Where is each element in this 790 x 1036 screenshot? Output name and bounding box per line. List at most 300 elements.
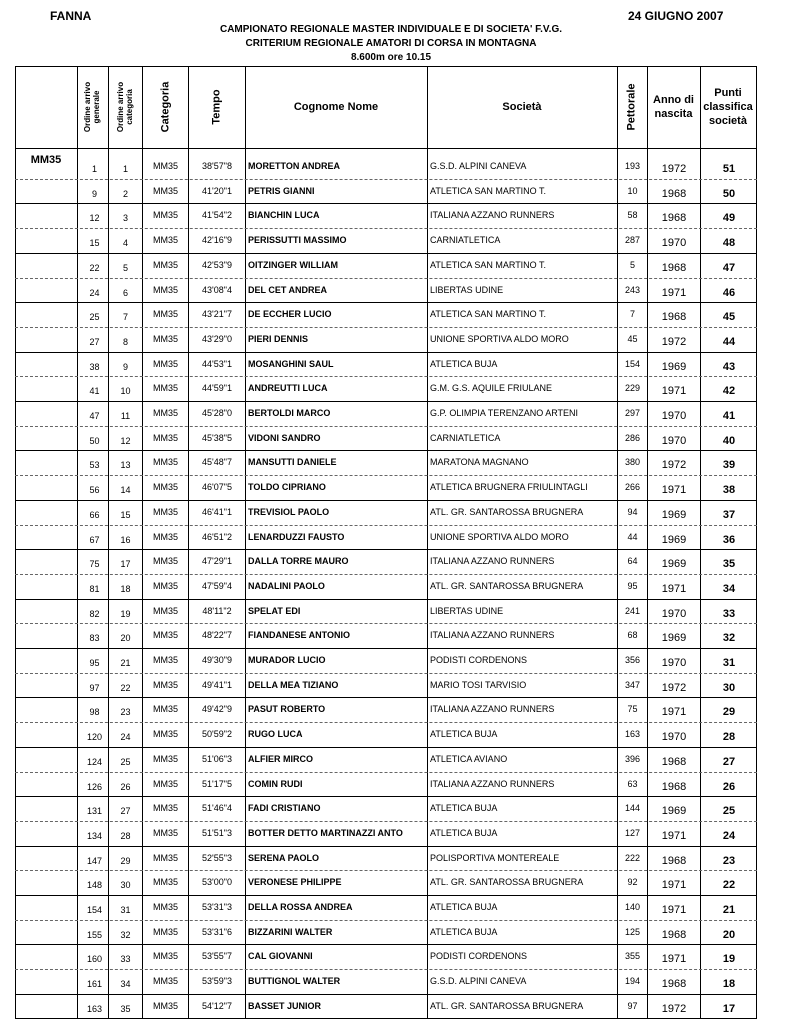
cell-ordine-categoria: 23 [120,707,131,718]
cell-anno: 1969 [661,508,687,521]
cell-anno: 1970 [661,410,687,422]
cell-societa: LIBERTAS UDINE [430,605,504,616]
cell-punti: 49 [722,212,736,225]
table-row [15,574,757,599]
table-row [15,821,757,846]
cell-ordine-generale: 120 [86,732,103,743]
table-row [15,549,757,574]
cell-pettorale: 297 [624,408,641,418]
cell-tempo: 42'53"9 [202,259,232,270]
cell-ordine-generale: 22 [89,262,100,273]
cell-nome: BIZZARINI WALTER [248,926,333,937]
cell-categoria: MM35 [152,210,178,221]
title-line-2: CRITERIUM REGIONALE AMATORI DI CORSA IN MONTAGNA [245,38,537,49]
cell-nome: VERONESE PHILIPPE [248,877,342,888]
cell-categoria: MM35 [152,1000,178,1011]
cell-pettorale: 154 [624,358,641,369]
cell-tempo: 45'38"5 [202,432,232,443]
table-row [15,747,757,772]
table-row [15,772,757,797]
cell-anno: 1971 [661,879,687,892]
cell-pettorale: 144 [624,803,641,814]
cell-tempo: 49'42"9 [202,704,232,715]
cell-categoria: MM35 [152,284,178,295]
cell-ordine-categoria: 14 [120,485,131,496]
cell-punti: 47 [722,261,736,274]
cell-nome: RUGO LUCA [248,729,303,740]
cell-ordine-generale: 124 [86,756,103,767]
cell-societa: MARATONA MAGNANO [430,457,529,468]
cell-ordine-generale: 50 [89,435,100,446]
cell-categoria: MM35 [152,457,178,468]
cell-anno: 1970 [661,237,687,250]
header-societa: Società [502,101,542,113]
cell-categoria: MM35 [152,926,178,937]
cell-ordine-categoria: 21 [120,658,131,668]
cell-societa: G.M. G.S. AQUILE FRIULANE [430,383,553,394]
cell-ordine-categoria: 27 [120,806,131,817]
cell-nome: DELLA MEA TIZIANO [248,679,339,690]
cell-ordine-categoria: 2 [122,188,128,199]
cell-tempo: 51'46"4 [202,803,232,814]
table-row [15,673,757,698]
cell-anno: 1968 [661,978,687,991]
cell-ordine-generale: 131 [86,806,103,817]
cell-nome: TREVISIOL PAOLO [248,506,330,517]
cell-pettorale: 95 [627,580,638,591]
header-ordine-generale: Ordine arrivo generale [83,81,102,133]
cell-punti: 30 [722,681,736,694]
results-table [15,66,757,1019]
cell-societa: ATLETICA SAN MARTINO T. [430,185,547,196]
table-row [15,500,757,525]
cell-ordine-generale: 154 [86,905,103,915]
cell-categoria: MM35 [152,506,178,517]
table-row [15,450,757,475]
cell-tempo: 45'28"0 [202,408,232,418]
cell-ordine-categoria: 7 [122,312,128,323]
cell-punti: 45 [722,311,736,324]
table-row [15,870,757,895]
cell-ordine-generale: 126 [86,781,103,792]
cell-anno: 1969 [661,533,687,546]
cell-pettorale: 355 [624,951,641,962]
cell-ordine-categoria: 16 [120,534,131,545]
cell-anno: 1971 [661,953,687,966]
cell-categoria: MM35 [152,852,178,863]
cell-pettorale: 163 [624,729,641,740]
table-row [15,994,757,1019]
cell-punti: 44 [722,335,736,348]
cell-nome: SERENA PAOLO [248,852,320,863]
cell-tempo: 44'53"1 [202,358,232,369]
cell-anno: 1970 [661,731,687,744]
cell-punti: 40 [722,434,736,447]
table-row [15,154,757,179]
cell-ordine-categoria: 33 [120,954,131,965]
cell-societa: ATLETICA BUJA [430,902,498,912]
cell-societa: G.P. OLIMPIA TERENZANO ARTENI [430,408,579,418]
cell-tempo: 50'59"2 [202,729,232,740]
cell-anno: 1969 [661,360,687,373]
title-line-3: 8.600m ore 10.15 [350,52,432,63]
cell-ordine-categoria: 17 [120,559,131,570]
cell-tempo: 48'11"2 [202,605,232,616]
cell-pettorale: 10 [627,185,638,196]
cell-tempo: 52'55"3 [202,852,232,863]
cell-categoria: MM35 [152,309,178,320]
cell-pettorale: 63 [627,778,638,789]
cell-categoria: MM35 [152,408,178,418]
cell-ordine-categoria: 28 [120,830,131,841]
cell-categoria: MM35 [152,827,178,838]
cell-societa: ATLETICA BUJA [430,729,498,740]
cell-tempo: 49'41"1 [202,679,232,690]
cell-punti: 18 [722,978,736,991]
cell-pettorale: 64 [627,556,638,567]
cell-ordine-categoria: 4 [122,238,128,249]
cell-pettorale: 380 [624,457,641,468]
cell-categoria: MM35 [152,679,178,690]
cell-pettorale: 68 [627,630,638,641]
cell-tempo: 38'57"8 [202,161,232,171]
table-row [15,426,757,451]
cell-anno: 1972 [661,335,687,348]
cell-nome: BIANCHIN LUCA [248,210,320,221]
cell-tempo: 45'48"7 [202,457,232,468]
cell-anno: 1968 [661,212,687,225]
cell-ordine-categoria: 26 [120,781,131,792]
header-bottom-border [15,148,757,149]
table-row [15,179,757,204]
cell-societa: ATLETICA AVIANO [430,753,508,764]
cell-anno: 1969 [661,632,687,645]
table-row [15,475,757,500]
table-row [15,228,757,253]
cell-nome: COMIN RUDI [248,778,303,789]
cell-pettorale: 286 [624,432,641,443]
cell-societa: ATL. GR. SANTAROSSA BRUGNERA [430,877,584,888]
cell-categoria: MM35 [152,235,178,246]
cell-punti: 32 [722,632,736,645]
table-row [15,722,757,747]
cell-ordine-categoria: 30 [120,880,131,891]
table-row [15,944,757,969]
cell-tempo: 43'08"4 [202,284,232,295]
cell-categoria: MM35 [152,161,178,171]
cell-anno: 1970 [661,607,687,620]
cell-tempo: 44'59"1 [202,383,232,394]
cell-anno: 1971 [661,706,687,719]
cell-categoria: MM35 [152,333,178,344]
cell-ordine-categoria: 20 [120,633,131,644]
cell-ordine-generale: 41 [89,386,100,397]
cell-punti: 21 [722,904,736,916]
cell-pettorale: 92 [627,877,638,888]
cell-pettorale: 127 [624,827,641,838]
cell-societa: MARIO TOSI TARVISIO [430,679,527,690]
cell-pettorale: 45 [627,333,638,344]
cell-anno: 1968 [661,928,687,941]
cell-tempo: 53'31"3 [202,902,232,912]
cell-anno: 1969 [661,805,687,818]
cell-punti: 23 [722,854,736,867]
cell-societa: G.S.D. ALPINI CANEVA [430,976,527,987]
cell-punti: 46 [722,286,736,299]
header-categoria: Categoria [159,81,171,133]
cell-societa: LIBERTAS UDINE [430,284,504,295]
table-row [15,525,757,550]
cell-nome: PERISSUTTI MASSIMO [248,235,347,246]
cell-punti: 31 [722,657,736,669]
cell-nome: ALFIER MIRCO [248,753,313,764]
cell-ordine-categoria: 24 [120,732,131,743]
cell-nome: MORETTON ANDREA [248,161,340,171]
cell-categoria: MM35 [152,580,178,591]
cell-anno: 1968 [661,261,687,274]
cell-ordine-generale: 163 [86,1003,103,1014]
cell-ordine-generale: 155 [86,929,103,940]
cell-nome: VIDONI SANDRO [248,432,321,443]
cell-societa: ATLETICA BRUGNERA FRIULINTAGLI [430,482,588,493]
cell-ordine-generale: 95 [89,658,100,668]
table-row [15,846,757,871]
cell-punti: 22 [722,879,736,892]
location-label: FANNA [50,9,92,23]
cell-categoria: MM35 [152,655,178,665]
cell-punti: 51 [722,163,736,175]
cell-categoria: MM35 [152,803,178,814]
cell-ordine-generale: 148 [86,880,103,891]
cell-categoria: MM35 [152,605,178,616]
cell-pettorale: 125 [624,926,641,937]
cell-ordine-generale: 67 [89,534,100,545]
cell-nome: DE ECCHER LUCIO [248,309,332,320]
cell-pettorale: 396 [624,753,641,764]
cell-tempo: 53'00"0 [202,877,232,888]
cell-ordine-generale: 81 [89,583,100,594]
cell-ordine-generale: 82 [89,608,100,619]
cell-pettorale: 140 [624,902,641,912]
cell-ordine-categoria: 8 [122,336,128,347]
cell-nome: BUTTIGNOL WALTER [248,976,341,987]
cell-nome: DEL CET ANDREA [248,284,328,295]
cell-punti: 33 [722,607,736,620]
cell-nome: MOSANGHINI SAUL [248,358,334,369]
cell-anno: 1969 [661,558,687,571]
table-row [15,302,757,327]
cell-ordine-generale: 1 [91,164,97,174]
cell-societa: ATLETICA BUJA [430,926,498,937]
cell-nome: CAL GIOVANNI [248,951,313,962]
cell-societa: CARNIATLETICA [430,235,501,246]
cell-punti: 41 [722,410,736,422]
cell-categoria: MM35 [152,432,178,443]
cell-nome: PASUT ROBERTO [248,704,326,715]
cell-pettorale: 194 [624,976,641,987]
cell-nome: BERTOLDI MARCO [248,408,331,418]
cell-societa: ITALIANA AZZANO RUNNERS [430,630,555,641]
table-row [15,599,757,624]
cell-punti: 43 [722,360,736,373]
cell-ordine-generale: 15 [89,238,100,249]
cell-ordine-generale: 53 [89,460,100,471]
cell-tempo: 51'51"3 [202,827,232,838]
cell-ordine-generale: 75 [89,559,100,570]
cell-ordine-categoria: 34 [120,979,131,990]
cell-nome: PETRIS GIANNI [248,185,315,196]
cell-anno: 1968 [661,780,687,793]
cell-tempo: 46'07"5 [202,482,232,493]
cell-tempo: 47'29"1 [202,556,232,567]
cell-punti: 27 [722,755,736,768]
cell-ordine-generale: 161 [86,979,103,990]
cell-categoria: MM35 [152,185,178,196]
cell-ordine-generale: 56 [89,485,100,496]
table-row [15,401,757,426]
cell-ordine-generale: 12 [89,213,100,224]
cell-categoria: MM35 [152,902,178,912]
cell-nome: LENARDUZZI FAUSTO [248,531,345,542]
cell-categoria: MM35 [152,951,178,962]
cell-tempo: 46'51"2 [202,531,232,542]
cell-ordine-categoria: 31 [120,905,131,915]
cell-ordine-generale: 147 [86,855,103,866]
cell-anno: 1971 [661,582,687,595]
cell-categoria: MM35 [152,729,178,740]
cell-punti: 28 [722,731,736,744]
cell-ordine-categoria: 25 [120,756,131,767]
cell-ordine-categoria: 5 [122,262,128,273]
cell-pettorale: 241 [624,605,641,616]
cell-punti: 19 [722,953,736,966]
cell-ordine-generale: 66 [89,509,100,520]
cell-pettorale: 5 [629,259,635,270]
cell-nome: MANSUTTI DANIELE [248,457,337,468]
cell-nome: OITZINGER WILLIAM [248,259,338,270]
header-pettorale: Pettorale [626,83,639,131]
cell-nome: BOTTER DETTO MARTINAZZI ANTO [248,827,403,838]
cell-ordine-generale: 98 [89,707,100,718]
cell-societa: UNIONE SPORTIVA ALDO MORO [430,333,569,344]
cell-tempo: 41'54"2 [202,210,232,221]
cell-punti: 42 [722,385,736,398]
cell-societa: ATLETICA SAN MARTINO T. [430,259,547,270]
cell-nome: FADI CRISTIANO [248,803,321,814]
cell-punti: 50 [722,187,736,200]
cell-tempo: 43'29"0 [202,333,232,344]
cell-ordine-categoria: 29 [120,855,131,866]
cell-societa: ATL. GR. SANTAROSSA BRUGNERA [430,506,584,517]
cell-nome: ANDREUTTI LUCA [248,383,328,394]
cell-pettorale: 58 [627,210,638,221]
cell-ordine-categoria: 9 [122,361,128,372]
cell-ordine-categoria: 15 [120,509,131,520]
cell-anno: 1972 [661,681,687,694]
cell-tempo: 41'20"1 [202,185,232,196]
cell-punti: 26 [722,780,736,793]
cell-pettorale: 97 [627,1000,638,1011]
cell-ordine-generale: 47 [89,411,100,421]
cell-pettorale: 347 [624,679,641,690]
cell-anno: 1970 [661,434,687,447]
cell-societa: ATLETICA BUJA [430,358,498,369]
cell-pettorale: 7 [629,309,635,320]
cell-punti: 35 [722,558,736,571]
cell-anno: 1972 [661,1002,687,1015]
cell-categoria: MM35 [152,704,178,715]
cell-tempo: 43'21"7 [202,309,232,320]
cell-societa: ATLETICA BUJA [430,803,498,814]
cell-pettorale: 356 [624,655,641,665]
cell-categoria: MM35 [152,358,178,369]
cell-ordine-categoria: 22 [120,682,131,693]
header-anno: Anno di nascita [653,94,694,120]
table-row [15,352,757,377]
cell-societa: PODISTI CORDENONS [430,951,528,962]
cell-ordine-categoria: 12 [120,435,131,446]
cell-societa: ITALIANA AZZANO RUNNERS [430,556,555,567]
cell-nome: TOLDO CIPRIANO [248,482,326,493]
cell-ordine-generale: 134 [86,830,103,841]
cell-anno: 1971 [661,904,687,916]
cell-ordine-categoria: 18 [120,583,131,594]
cell-ordine-categoria: 3 [122,213,128,224]
cell-ordine-generale: 25 [89,312,100,323]
cell-anno: 1968 [661,311,687,324]
cell-tempo: 53'55"7 [202,951,232,962]
cell-ordine-generale: 83 [89,633,100,644]
cell-pettorale: 94 [627,506,638,517]
cell-tempo: 51'06"3 [202,753,232,764]
table-row [15,969,757,994]
cell-ordine-categoria: 35 [120,1003,131,1014]
cell-punti: 20 [722,928,736,941]
table-row [15,895,757,920]
cell-societa: ATLETICA BUJA [430,827,498,838]
cell-nome: SPELAT EDI [248,605,301,616]
table-row [15,253,757,278]
cell-categoria: MM35 [152,630,178,641]
cell-ordine-categoria: 19 [120,608,131,619]
cell-ordine-categoria: 11 [120,411,131,421]
cell-ordine-generale: 9 [91,188,97,199]
cell-ordine-categoria: 1 [122,164,128,174]
cell-anno: 1968 [661,187,687,200]
cell-nome: BASSET JUNIOR [248,1000,322,1011]
cell-societa: CARNIATLETICA [430,432,501,443]
table-row [15,376,757,401]
cell-tempo: 42'16"9 [202,235,232,246]
cell-anno: 1971 [661,286,687,299]
cell-punti: 39 [722,459,736,472]
cell-pettorale: 243 [624,284,641,295]
header-punti: Punti classifica società [703,87,753,127]
cell-anno: 1971 [661,829,687,842]
cell-ordine-generale: 27 [89,336,100,347]
cell-categoria: MM35 [152,753,178,764]
cell-anno: 1972 [661,163,687,175]
cell-tempo: 51'17"5 [202,778,232,789]
cell-nome: MURADOR LUCIO [248,655,326,665]
header-nome: Cognome Nome [293,101,379,113]
cell-ordine-categoria: 6 [122,287,128,298]
cell-nome: PIERI DENNIS [248,333,309,344]
header-ordine-categoria: Ordine arrivo categoria [116,81,134,133]
cell-categoria: MM35 [152,877,178,888]
cell-punti: 24 [722,829,736,842]
cell-categoria: MM35 [152,556,178,567]
